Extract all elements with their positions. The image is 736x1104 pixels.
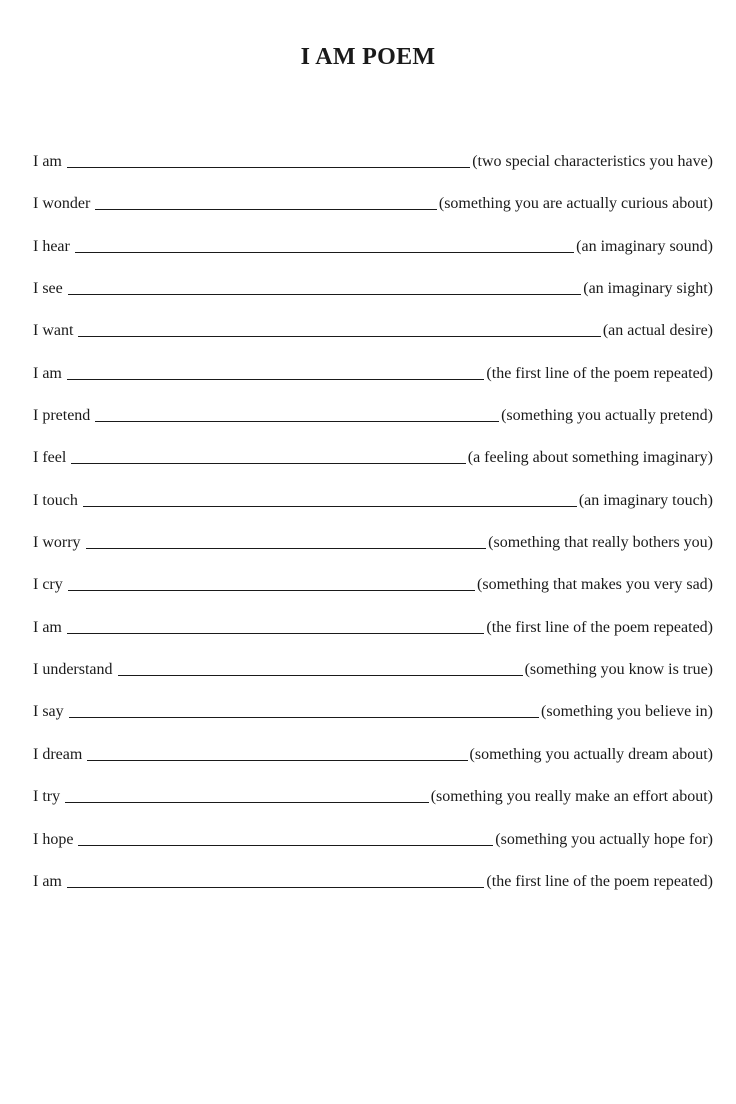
line-hint: (something that makes you very sad) (477, 576, 713, 594)
poem-line (33, 407, 713, 449)
poem-lines (33, 153, 713, 915)
line-prefix: I wonder (33, 195, 91, 213)
fill-in-blank[interactable] (87, 759, 467, 761)
line-hint: (something that really bothers you) (488, 534, 713, 552)
line-prefix: I understand (33, 661, 113, 679)
fill-in-blank[interactable] (67, 886, 485, 888)
line-hint: (the first line of the poem repeated) (486, 364, 713, 382)
poem-line (33, 873, 713, 915)
line-hint: (something you actually pretend) (501, 407, 713, 425)
fill-in-blank[interactable] (71, 462, 465, 464)
fill-in-blank[interactable] (95, 208, 437, 210)
line-prefix: I see (33, 280, 63, 298)
line-hint: (something you actually dream about) (469, 745, 713, 763)
line-hint: (something you are actually curious about) (438, 195, 713, 213)
fill-in-blank[interactable] (78, 844, 493, 846)
line-prefix: I pretend (33, 407, 91, 425)
poem-line (33, 365, 713, 407)
poem-line (33, 534, 713, 576)
line-prefix: I want (33, 322, 74, 340)
poem-line (33, 831, 713, 873)
line-hint: (two special characteristics you have) (472, 153, 713, 170)
fill-in-blank[interactable] (75, 251, 574, 253)
line-hint: (the first line of the poem repeated) (486, 618, 713, 636)
poem-line (33, 661, 713, 703)
line-hint: (a feeling about something imaginary) (467, 449, 713, 467)
line-prefix: I feel (33, 449, 67, 467)
line-prefix: I am (33, 872, 62, 890)
fill-in-blank[interactable] (95, 420, 499, 422)
fill-in-blank[interactable] (78, 335, 600, 337)
fill-in-blank[interactable] (67, 166, 470, 168)
poem-line (33, 619, 713, 661)
line-prefix: I hope (33, 830, 74, 848)
fill-in-blank[interactable] (65, 801, 429, 803)
line-prefix: I say (33, 703, 64, 721)
poem-line (33, 153, 713, 195)
line-hint: (something you believe in) (541, 703, 713, 721)
line-prefix: I dream (33, 745, 83, 763)
fill-in-blank[interactable] (68, 589, 475, 591)
line-prefix: I worry (33, 534, 81, 552)
fill-in-blank[interactable] (67, 378, 485, 380)
line-hint: (an imaginary sound) (576, 237, 713, 255)
poem-line (33, 449, 713, 491)
fill-in-blank[interactable] (68, 293, 581, 295)
line-hint: (an imaginary sight) (583, 280, 713, 298)
line-hint: (something you know is true) (524, 661, 713, 679)
fill-in-blank[interactable] (118, 674, 523, 676)
fill-in-blank[interactable] (86, 547, 487, 549)
line-prefix: I am (33, 618, 62, 636)
line-prefix: I hear (33, 237, 70, 255)
page-title: I AM POEM (300, 44, 436, 70)
fill-in-blank[interactable] (83, 505, 577, 507)
poem-line (33, 492, 713, 534)
line-prefix: I am (33, 153, 62, 170)
line-prefix: I am (33, 364, 62, 382)
line-hint: (an imaginary touch) (578, 491, 713, 509)
line-prefix: I cry (33, 576, 63, 594)
line-hint: (something you actually hope for) (495, 830, 713, 848)
line-hint: (an actual desire) (602, 322, 713, 340)
fill-in-blank[interactable] (69, 716, 539, 718)
poem-line (33, 703, 713, 745)
poem-line (33, 576, 713, 618)
line-prefix: I touch (33, 491, 78, 509)
poem-line (33, 322, 713, 364)
line-hint: (the first line of the poem repeated) (486, 872, 713, 890)
poem-line (33, 280, 713, 322)
poem-line (33, 195, 713, 237)
line-prefix: I try (33, 788, 61, 806)
line-hint: (something you really make an effort about) (430, 788, 713, 806)
poem-line (33, 746, 713, 788)
poem-line (33, 788, 713, 830)
poem-line (33, 238, 713, 280)
fill-in-blank[interactable] (67, 632, 485, 634)
